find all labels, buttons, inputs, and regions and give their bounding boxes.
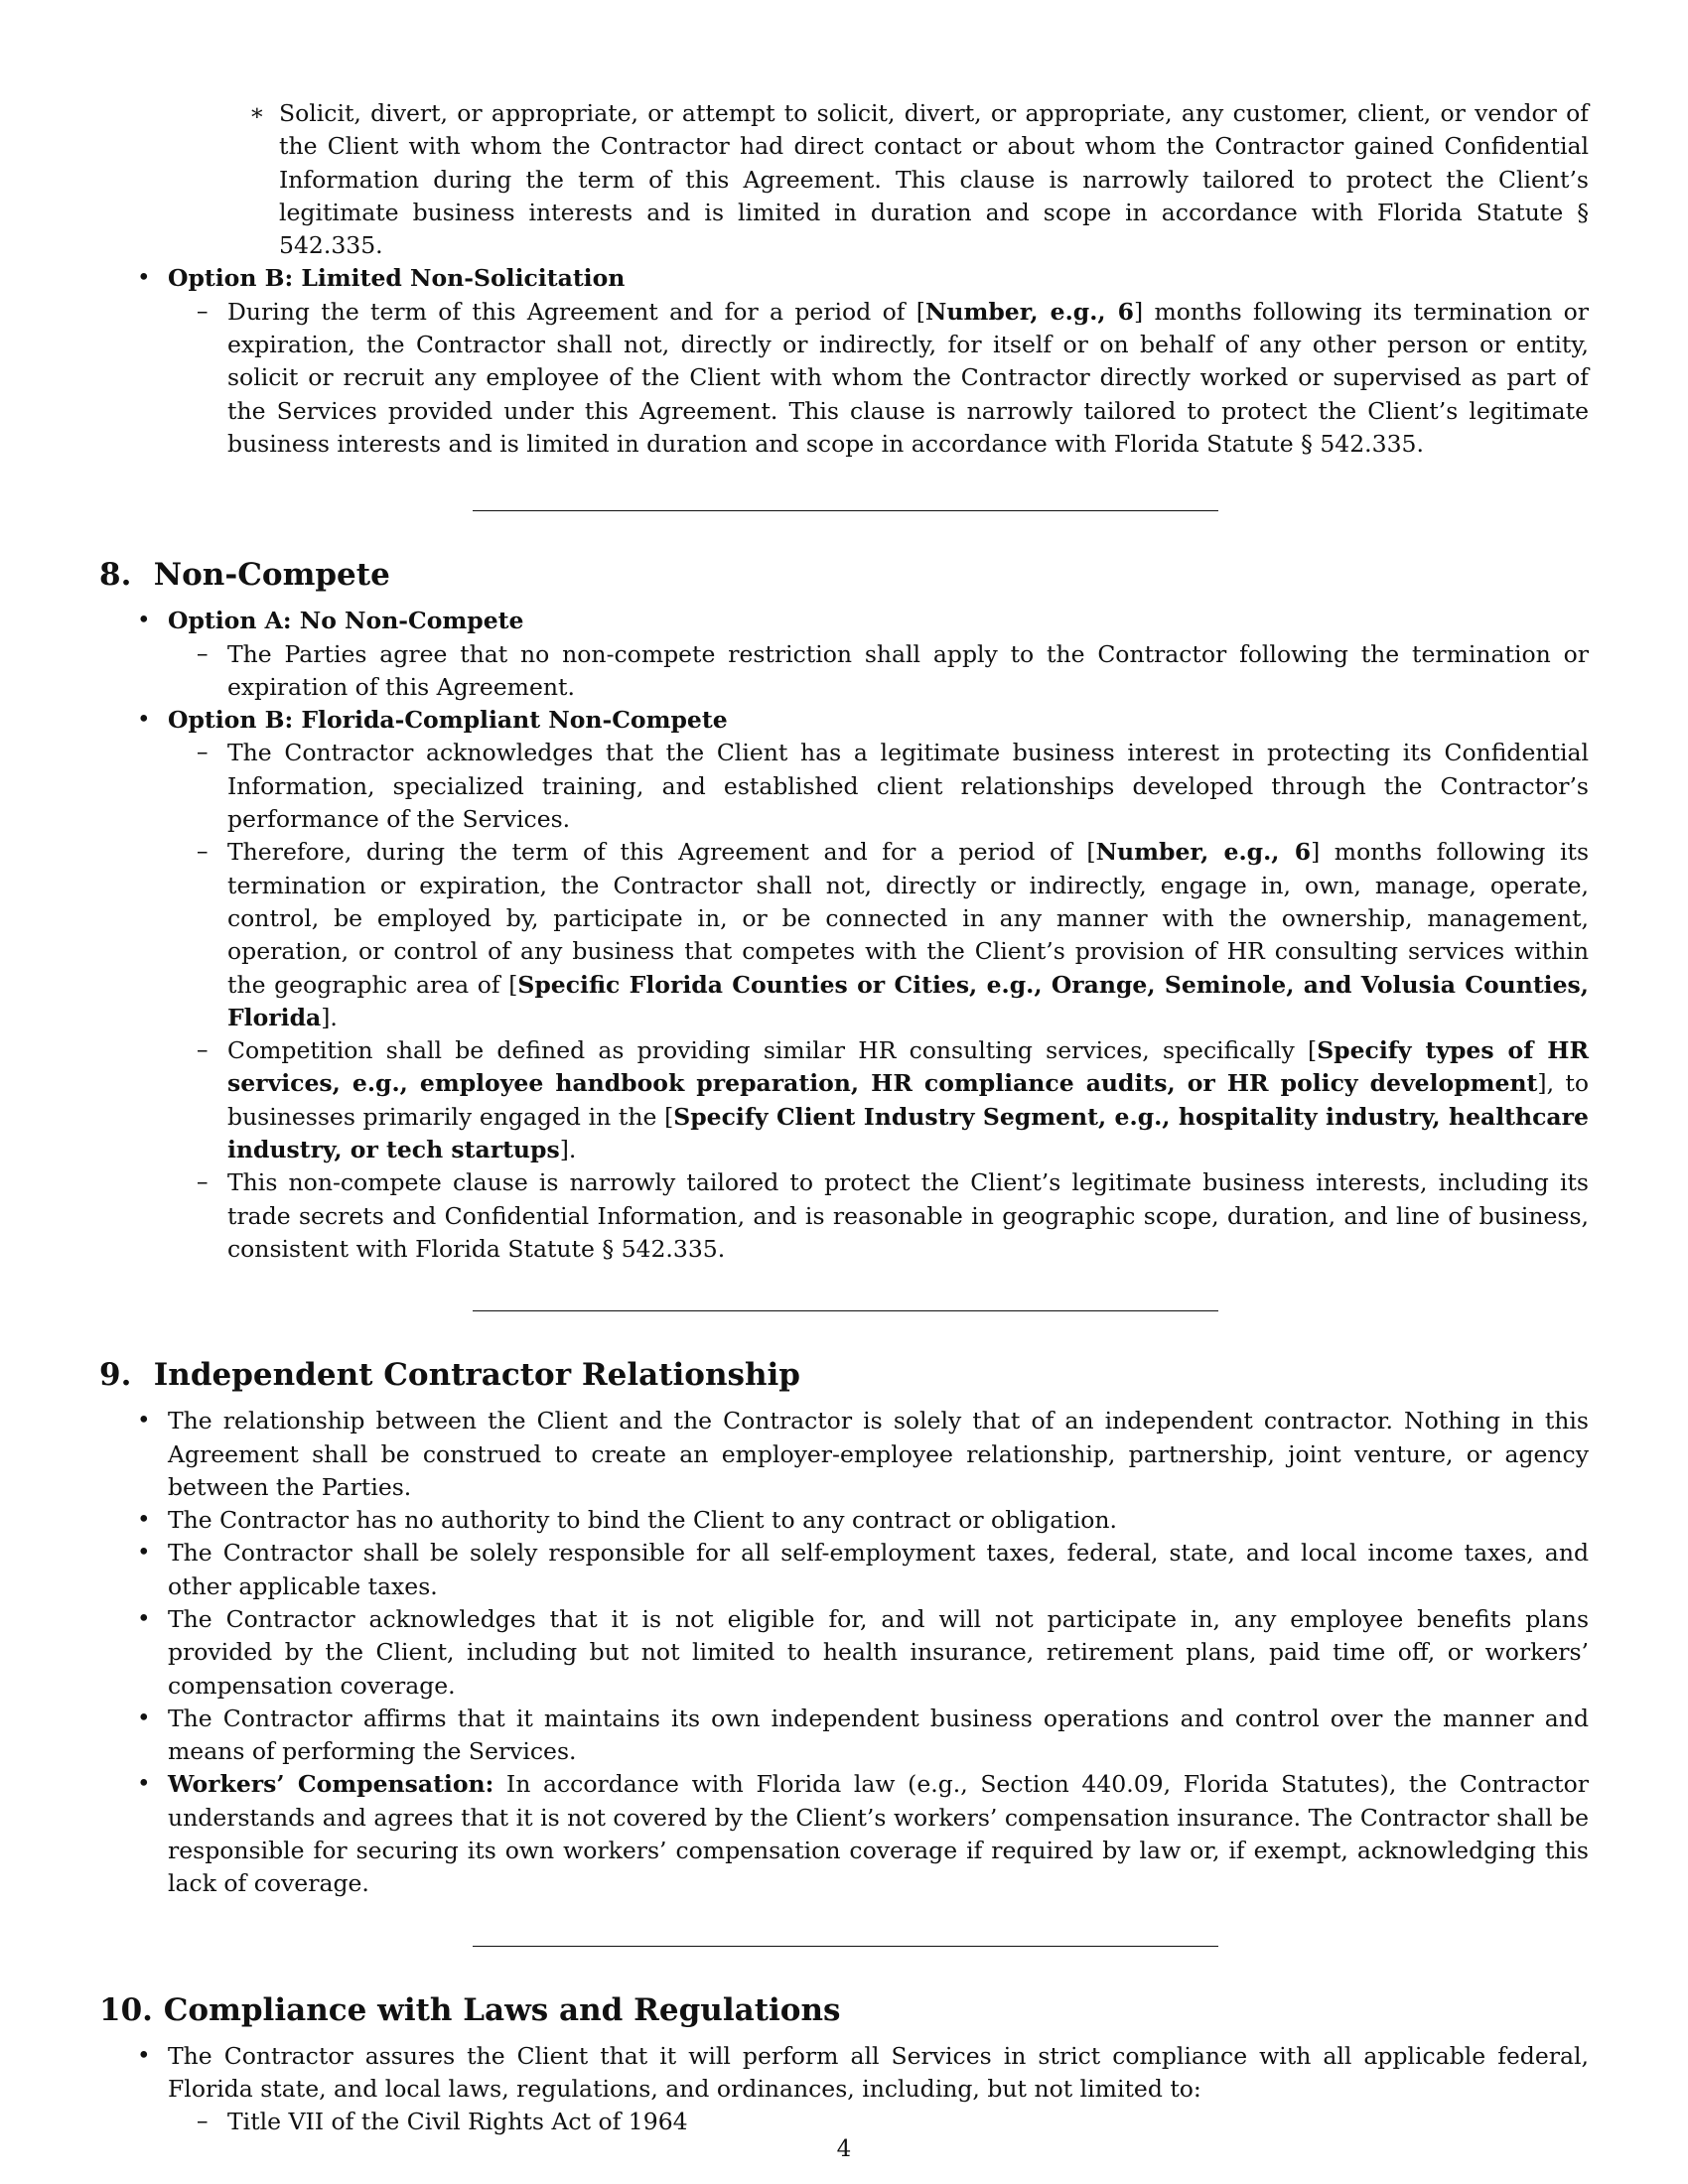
option-title: • Option B: Limited Non-Solicitation	[168, 264, 626, 293]
section-title: Independent Contractor Relationship	[153, 1357, 800, 1394]
section-number: 10.	[99, 1991, 153, 2028]
bullet-list	[99, 1405, 1589, 1900]
list-item: • The Contractor acknowledges that it is not eligible for, and will not participate in, any employee benefits plans provided by the Client, including but not limited to health insurance, retirement plans, paid time off, or workers’ compensation coverage.	[99, 1603, 1589, 1703]
bullet-list	[99, 2040, 1589, 2139]
section-heading	[99, 1355, 1589, 1395]
section-heading	[99, 555, 1589, 595]
workers-comp-label: Workers’ Compensation:	[168, 1770, 494, 1799]
option-b-limited-non-solicitation	[99, 262, 1589, 461]
section-divider	[473, 510, 1218, 511]
list-item: ∗ Solicit, divert, or appropriate, or attempt to solicit, divert, or appropriate, any customer, client, or vendor of the Client with whom the Contractor had direct contact or about whom the Contractor gained Confidential Information during the term of this Agreement. This clause is narrowly tailored to protect the Client’s legitimate business interests and is limited in duration and scope in accordance with Florida Statute § 542.335.	[279, 97, 1589, 262]
list-item: – This non-compete clause is narrowly tailored to protect the Client’s legitimate business interests, including its trade secrets and Confidential Information, and is reasonable in geographic scope, duration, and line of business, consistent with Florida Statute § 542.335.	[168, 1166, 1589, 1266]
page-number: 4	[836, 2136, 852, 2162]
option-title: • Option A: No Non-Compete	[168, 607, 524, 635]
section-divider	[473, 1946, 1218, 1947]
option-list	[99, 605, 1589, 1266]
clause-text: In accordance with Florida law (e.g., Section 440.09, Florida Statutes), the Contractor understands and agrees that it is not covered by the Client’s workers’ compensation insurance. The Contractor shall be responsible for securing its own workers’ compensation coverage if required by law or, if exempt, acknowledging this lack of coverage.	[168, 1770, 1589, 1898]
section-title: Compliance with Laws and Regulations	[163, 1991, 841, 2028]
placeholder-field: Number, e.g., 6	[1095, 838, 1312, 867]
placeholder-field: Specify Client Industry Segment, e.g., hospitality industry, healthcare industry, or tech startups	[227, 1102, 1589, 1164]
section-number: 9.	[99, 1357, 132, 1394]
clause-text: ] months following its termination or expiration, the Contractor shall not, directly or indirectly, for itself or on behalf of any other person or entity, solicit or recruit any employee of the Client with whom the Contractor directly worked or supervised as part of the Services provided under this Agreement. This clause is narrowly tailored to protect the Client’s legitimate business interests and is limited in duration and scope in accordance with Florida Statute § 542.335.	[227, 297, 1589, 458]
option-b-florida-non-compete	[99, 704, 1589, 1266]
sub-list	[168, 296, 1589, 461]
list-item: • The relationship between the Client and the Contractor is solely that of an independent contractor. Nothing in this Agreement shall be construed to create an employer-employee relationship, partnership, joint venture, or agency between the Parties.	[99, 1405, 1589, 1504]
list-item: – Title VII of the Civil Rights Act of 1964	[168, 2106, 1589, 2138]
option-list	[99, 262, 1589, 461]
list-item: – The Parties agree that no non-compete restriction shall apply to the Contractor following the termination or expiration of this Agreement.	[168, 638, 1589, 705]
clause-text: ] months following its termination or expiration, the Contractor shall not, directly or indirectly, engage in, own, manage, operate, control, be employed by, participate in, or be connected in any manner with the ownership, management, operation, or control of any business that competes with the Client’s provision of HR consulting services within the geographic area of [	[227, 838, 1589, 999]
sub-list	[168, 737, 1589, 1266]
clause-text: ], to businesses primarily engaged in the [	[227, 1069, 1589, 1131]
clause-text: During the term of this Agreement and for a period of [	[227, 297, 925, 326]
option-title: • Option B: Florida-Compliant Non-Compete	[168, 706, 728, 735]
option-a-no-non-compete	[99, 605, 1589, 704]
page-content	[99, 97, 1589, 2139]
section-divider	[473, 1310, 1218, 1311]
list-item	[99, 1768, 1589, 1900]
section-heading	[99, 1990, 1589, 2030]
clause-text: ].	[559, 1136, 577, 1164]
section-number: 8.	[99, 557, 132, 594]
clause-text: ].	[321, 1003, 338, 1031]
sub-list	[168, 2106, 1589, 2138]
clause-text: • The Contractor assures the Client that it will perform all Services in strict compliance with all applicable federal, Florida state, and local laws, regulations, and ordinances, including, but not limited to:	[168, 2041, 1589, 2103]
placeholder-field: Number, e.g., 6	[924, 297, 1134, 326]
clause-text: Competition shall be defined as providing similar HR consulting services, specifically [	[227, 1036, 1318, 1065]
list-item: • The Contractor has no authority to bind the Client to any contract or obligation.	[99, 1504, 1589, 1537]
placeholder-field: Specify types of HR services, e.g., employee handbook preparation, HR compliance audits, or HR policy development	[227, 1036, 1589, 1098]
list-item	[168, 836, 1589, 1034]
sub-list	[168, 638, 1589, 705]
list-item	[99, 2040, 1589, 2139]
list-item: • The Contractor affirms that it maintains its own independent business operations and control over the manner and means of performing the Services.	[99, 1703, 1589, 1769]
list-item: – The Contractor acknowledges that the Client has a legitimate business interest in protecting its Confidential Information, specialized training, and established client relationships developed through the Contractor’s performance of the Services.	[168, 737, 1589, 836]
list-item	[168, 296, 1589, 461]
list-item: • The Contractor shall be solely responsible for all self-employment taxes, federal, state, and local income taxes, and other applicable taxes.	[99, 1537, 1589, 1603]
placeholder-field: Specific Florida Counties or Cities, e.g., Orange, Seminole, and Volusia Counties, Florida	[227, 970, 1589, 1031]
nested-list	[99, 97, 1589, 262]
list-item	[168, 1034, 1589, 1166]
clause-text: Therefore, during the term of this Agreement and for a period of [	[227, 838, 1096, 867]
section-title: Non-Compete	[153, 557, 390, 594]
